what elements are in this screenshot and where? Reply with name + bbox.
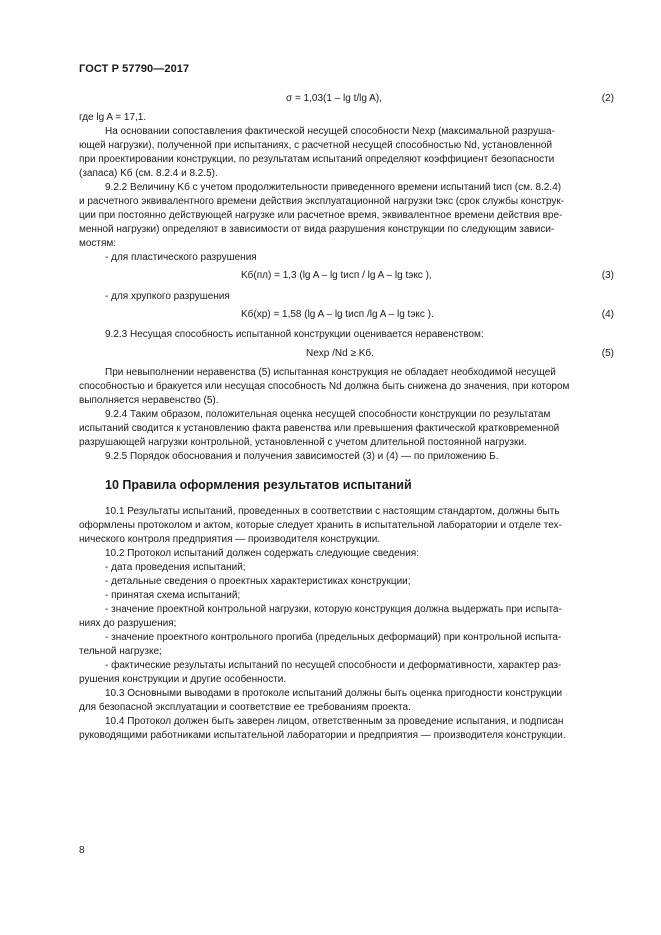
page-number: 8 xyxy=(79,845,85,856)
text-line: 10.4 Протокол должен быть заверен лицом, ответственным за проведение испытания, и подписан xyxy=(105,716,564,727)
formula-3-text: Kб(пл) = 1,3 (lg A – lg tисп / lg A – lg tэкс ), xyxy=(241,270,432,281)
text-line: 9.2.5 Порядок обоснования и получения зависимостей (3) и (4) — по приложению Б. xyxy=(105,451,499,462)
text-line: - фактические результаты испытаний по несущей способности и деформативности, характер раз- xyxy=(105,660,562,671)
text-line: способностью и бракуется или несущая способность Nd должна быть снижена до значения, при котором xyxy=(79,381,570,392)
section-heading: 10 Правила оформления результатов испытаний xyxy=(105,478,412,492)
text-line: при проектировании конструкции, по результатам испытаний определяют коэффициент безопасности xyxy=(79,154,555,165)
formula-4-text: Kб(хр) = 1,58 (lg A – lg tисп /lg A – lg tэкс ). xyxy=(241,309,434,320)
text-line: где lg A = 17,1. xyxy=(79,112,147,123)
text-line: нического контроля предприятия — производителя конструкции. xyxy=(79,534,381,545)
text-line: - для пластического разрушения xyxy=(105,252,257,263)
text-line: 10.2 Протокол испытаний должен содержать следующие сведения: xyxy=(105,548,419,559)
text-line: 9.2.4 Таким образом, положительная оценка несущей способности конструкции по результатам xyxy=(105,409,551,420)
formula-3-number: (3) xyxy=(601,270,614,281)
text-line: На основании сопоставления фактической несущей способности Nexp (максимальной разруша- xyxy=(105,126,555,137)
text-line: - детальные сведения о проектных характеристиках конструкции; xyxy=(105,576,411,587)
text-line: рушения конструкции и другие особенности. xyxy=(79,674,287,685)
text-line: оформлены протоколом и актом, которые следует хранить в испытательной лаборатории и отделе тех- xyxy=(79,520,562,531)
formula-5-number: (5) xyxy=(601,348,614,359)
formula-3 xyxy=(79,270,614,284)
formula-2-text: σ = 1,03(1 – lg t/lg A), xyxy=(286,93,382,104)
text-line: - для хрупкого разрушения xyxy=(105,291,230,302)
text-line: При невыполнении неравенства (5) испытанная конструкция не обладает необходимой несущей xyxy=(105,367,556,378)
text-line: ции при постоянно действующей нагрузке или расчетное время, эквивалентное времени действия вре- xyxy=(79,210,563,221)
text-line: выполняется неравенство (5). xyxy=(79,395,219,406)
text-line: - значение проектного контрольного прогиба (предельных деформаций) при контрольной испыта- xyxy=(105,632,562,643)
text-line: 10.3 Основными выводами в протоколе испытаний должны быть оценка пригодности конструкции xyxy=(105,688,563,699)
formula-2-number: (2) xyxy=(601,93,614,104)
text-line: 9.2.2 Величину Kб с учетом продолжительности приведенного времени испытаний tисп (см. 8.2.4) xyxy=(105,182,562,193)
text-line: ющей нагрузки), полученной при испытаниях, с расчетной несущей способностью Nd, установленной xyxy=(79,140,553,151)
text-line: - значение проектной контрольной нагрузки, которую конструкция должна выдержать при испыта- xyxy=(105,604,562,615)
text-line: руководящими работниками испытательной лаборатории и предприятия — производителя конструкции. xyxy=(79,730,566,741)
text-line: ниях до разрушения; xyxy=(79,618,177,629)
formula-4-number: (4) xyxy=(601,309,614,320)
text-line: 9.2.3 Несущая способность испытанной конструкции оценивается неравенством: xyxy=(105,329,484,340)
formula-5-text: Nexp /Nd ≥ Kб. xyxy=(306,348,374,359)
text-line: мостям: xyxy=(79,238,117,249)
formula-2 xyxy=(79,93,614,107)
text-line: тельной нагрузке; xyxy=(79,646,162,657)
text-line: менной нагрузки) определяют в зависимости от вида разрушения конструкции по следующим зависи- xyxy=(79,224,555,235)
formula-4 xyxy=(79,309,614,323)
text-line: - дата проведения испытаний; xyxy=(105,562,246,573)
text-line: и расчетного эквивалентного времени действия эксплуатационной нагрузки tэкс (срок службы конструк- xyxy=(79,196,565,207)
text-line: испытаний сводится к установлению факта равенства или превышения фактической кратковременной xyxy=(79,423,560,434)
standard-header: ГОСТ Р 57790—2017 xyxy=(79,63,190,75)
text-line: - принятая схема испытаний; xyxy=(105,590,241,601)
text-line: (запаса) Kб (см. 8.2.4 и 8.2.5). xyxy=(79,168,218,179)
text-line: 10.1 Результаты испытаний, проведенных в соответствии с настоящим стандартом, должны быть xyxy=(105,506,560,517)
text-line: разрушающей нагрузки контрольной, установленной с учетом длительной постоянной нагрузки. xyxy=(79,437,527,448)
formula-5 xyxy=(79,348,614,362)
text-line: для безопасной эксплуатации и соответствие ее требованиям проекта. xyxy=(79,702,411,713)
